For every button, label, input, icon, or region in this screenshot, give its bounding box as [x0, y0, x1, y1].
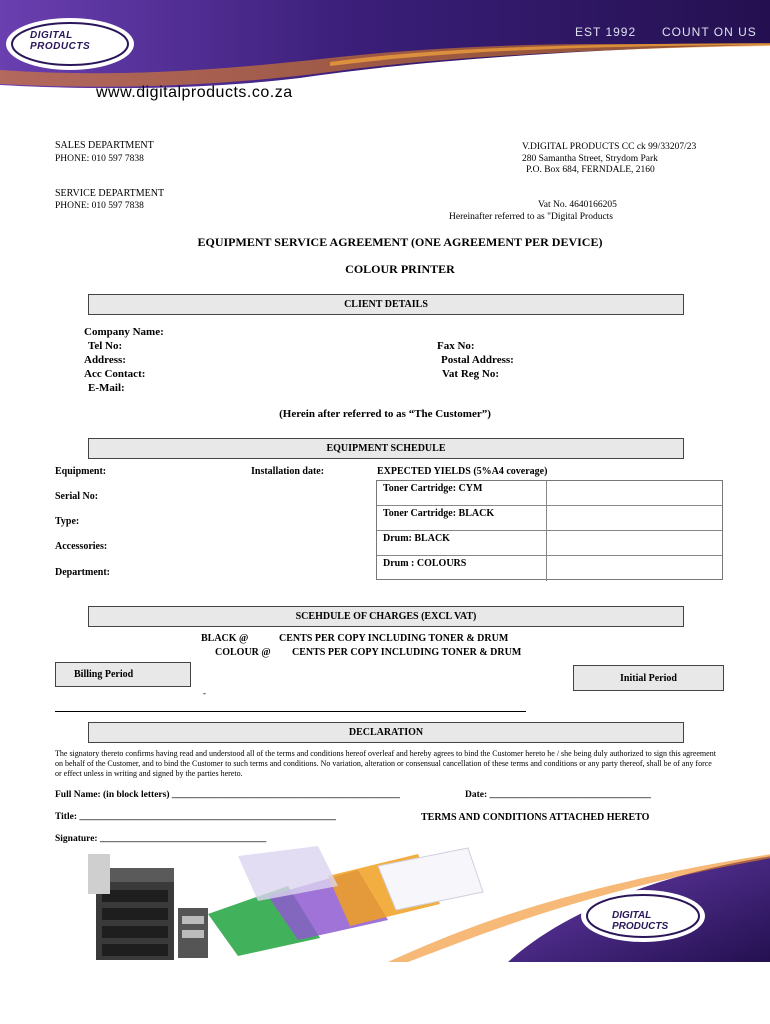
- yield-value-field[interactable]: [547, 556, 722, 581]
- black-rate-text: CENTS PER COPY INCLUDING TONER & DRUM: [279, 633, 509, 644]
- footer-logo: DIGITAL PRODUCTS: [612, 910, 669, 932]
- department-label: Department:: [55, 567, 110, 578]
- declaration-text: The signatory thereto confirms having read and understood all of the terms and conditions hereof overleaf and hereby agrees to bind the Customer hereto he / she being duly authorized to sign this agreement on behalf of the Customer, and to bind the Customer to such terms and conditions. No variation, alteration or consensual cancellation of these terms and conditions or any party thereof, shall be of any force or effect unless in writing and signed by the parties hereto.: [55, 749, 716, 778]
- accessories-label: Accessories:: [55, 541, 108, 552]
- company-po-box: P.O. Box 684, FERNDALE, 2160: [526, 165, 655, 175]
- yield-value-field[interactable]: [547, 531, 722, 555]
- website-url[interactable]: www.digitalproducts.co.za: [96, 84, 293, 101]
- table-row: [377, 481, 722, 506]
- service-department-title: SERVICE DEPARTMENT: [55, 188, 165, 199]
- yield-label: Drum: BLACK: [377, 531, 547, 555]
- serial-no-label: Serial No:: [55, 491, 99, 502]
- divider-line: [55, 711, 526, 712]
- yields-table: [376, 480, 723, 580]
- tel-no-label: Tel No:: [88, 340, 123, 352]
- vat-number: Vat No. 4640166205: [538, 200, 617, 210]
- colour-rate-text: CENTS PER COPY INCLUDING TONER & DRUM: [292, 647, 522, 658]
- colour-rate-label: COLOUR @: [215, 647, 271, 658]
- vat-reg-no-label: Vat Reg No:: [442, 368, 500, 380]
- footer-banner: [88, 846, 770, 962]
- billing-period-field[interactable]: Billing Period: [55, 662, 191, 687]
- company-registration: V.DIGITAL PRODUCTS CC ck 99/33207/23: [522, 142, 697, 152]
- customer-note: (Herein after referred to as “The Customer”): [279, 408, 491, 420]
- date-field[interactable]: Date: __________________________________: [465, 790, 652, 800]
- address-label: Address:: [84, 354, 126, 366]
- yield-label: Toner Cartridge: BLACK: [377, 506, 547, 530]
- sales-department-title: SALES DEPARTMENT: [55, 140, 154, 151]
- yield-label: Drum : COLOURS: [377, 556, 547, 581]
- banner-graphic: [0, 0, 770, 88]
- black-rate-label: BLACK @: [201, 633, 249, 644]
- company-name-label: Company Name:: [84, 326, 164, 338]
- document-subtitle: COLOUR PRINTER: [345, 262, 455, 276]
- company-street: 280 Samantha Street, Strydom Park: [522, 154, 658, 164]
- email-label: E-Mail:: [88, 382, 125, 394]
- acc-contact-label: Acc Contact:: [84, 368, 146, 380]
- fax-no-label: Fax No:: [437, 340, 475, 352]
- yield-value-field[interactable]: [547, 481, 722, 505]
- tagline-text: COUNT ON US: [662, 25, 757, 39]
- client-details-heading: CLIENT DETAILS: [88, 294, 684, 315]
- table-row: [377, 506, 722, 531]
- header-banner: [0, 0, 770, 88]
- initial-period-field[interactable]: Initial Period: [573, 665, 724, 691]
- referred-as: Hereinafter referred to as "Digital Products: [449, 212, 613, 222]
- document-title: EQUIPMENT SERVICE AGREEMENT (ONE AGREEMENT PER DEVICE): [197, 235, 603, 249]
- signature-field[interactable]: Signature: ___________________________________: [55, 834, 267, 844]
- postal-address-label: Postal Address:: [441, 354, 514, 366]
- dash-mark: -: [203, 688, 206, 698]
- title-field[interactable]: Title: ______________________________________________________: [55, 812, 336, 822]
- full-name-field[interactable]: Full Name: (in block letters) ________________________________________________: [55, 790, 400, 800]
- equipment-schedule-heading: EQUIPMENT SCHEDULE: [88, 438, 684, 459]
- terms-attached-text: TERMS AND CONDITIONS ATTACHED HERETO: [421, 812, 650, 823]
- expected-yields-label: EXPECTED YIELDS (5%A4 coverage): [377, 466, 548, 477]
- established-text: EST 1992: [575, 25, 637, 39]
- sales-phone: PHONE: 010 597 7838: [55, 154, 144, 164]
- charges-heading: SCEHDULE OF CHARGES (EXCL VAT): [88, 606, 684, 627]
- yield-label: Toner Cartridge: CYM: [377, 481, 547, 505]
- declaration-heading: DECLARATION: [88, 722, 684, 743]
- footer-graphic: [88, 846, 770, 962]
- table-row: [377, 556, 722, 581]
- type-label: Type:: [55, 516, 80, 527]
- yield-value-field[interactable]: [547, 506, 722, 530]
- installation-date-label: Installation date:: [251, 466, 325, 477]
- table-row: [377, 531, 722, 556]
- equipment-label: Equipment:: [55, 466, 107, 477]
- service-phone: PHONE: 010 597 7838: [55, 201, 144, 211]
- logo: DIGITAL PRODUCTS: [30, 30, 91, 52]
